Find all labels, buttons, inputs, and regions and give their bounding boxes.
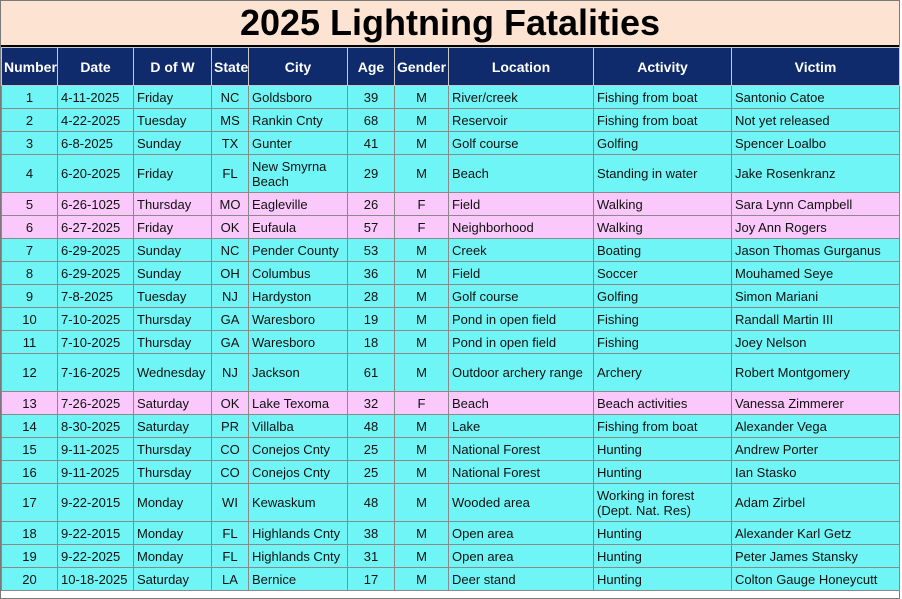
cell-activity: Walking <box>594 216 732 239</box>
cell-gender: M <box>395 132 449 155</box>
cell-age: 68 <box>348 109 395 132</box>
header-number: Number <box>2 48 58 86</box>
cell-city: Kewaskum <box>249 484 348 522</box>
cell-age: 48 <box>348 415 395 438</box>
table-row <box>2 86 900 109</box>
cell-number: 7 <box>2 239 58 262</box>
cell-day-of-week: Sunday <box>134 239 212 262</box>
cell-date: 7-10-2025 <box>58 308 134 331</box>
cell-gender: M <box>395 568 449 591</box>
cell-age: 32 <box>348 392 395 415</box>
cell-city: Gunter <box>249 132 348 155</box>
cell-victim: Not yet released <box>732 109 900 132</box>
cell-location: Field <box>449 262 594 285</box>
cell-location: National Forest <box>449 461 594 484</box>
cell-location: Neighborhood <box>449 216 594 239</box>
cell-number: 3 <box>2 132 58 155</box>
cell-city: Conejos Cnty <box>249 461 348 484</box>
cell-victim: Randall Martin III <box>732 308 900 331</box>
cell-state: TX <box>212 132 249 155</box>
cell-gender: M <box>395 354 449 392</box>
table-title: 2025 Lightning Fatalities <box>1 1 899 47</box>
cell-gender: F <box>395 392 449 415</box>
cell-age: 17 <box>348 568 395 591</box>
cell-location: Field <box>449 193 594 216</box>
cell-victim: Santonio Catoe <box>732 86 900 109</box>
cell-city: Rankin Cnty <box>249 109 348 132</box>
cell-victim: Jason Thomas Gurganus <box>732 239 900 262</box>
cell-age: 25 <box>348 438 395 461</box>
cell-day-of-week: Sunday <box>134 262 212 285</box>
table-row <box>2 132 900 155</box>
header-age: Age <box>348 48 395 86</box>
cell-location: Pond in open field <box>449 308 594 331</box>
cell-state: NC <box>212 86 249 109</box>
table-row <box>2 545 900 568</box>
cell-day-of-week: Thursday <box>134 193 212 216</box>
cell-activity: Walking <box>594 193 732 216</box>
cell-day-of-week: Friday <box>134 216 212 239</box>
cell-number: 6 <box>2 216 58 239</box>
cell-number: 8 <box>2 262 58 285</box>
table-row <box>2 239 900 262</box>
cell-age: 31 <box>348 545 395 568</box>
cell-number: 13 <box>2 392 58 415</box>
cell-age: 57 <box>348 216 395 239</box>
table-row <box>2 438 900 461</box>
table-row <box>2 155 900 193</box>
cell-day-of-week: Tuesday <box>134 109 212 132</box>
cell-age: 18 <box>348 331 395 354</box>
cell-activity: Hunting <box>594 438 732 461</box>
cell-age: 26 <box>348 193 395 216</box>
cell-day-of-week: Saturday <box>134 415 212 438</box>
cell-number: 2 <box>2 109 58 132</box>
cell-state: MO <box>212 193 249 216</box>
cell-state: OK <box>212 392 249 415</box>
cell-victim: Alexander Vega <box>732 415 900 438</box>
cell-gender: M <box>395 155 449 193</box>
table-body <box>2 86 900 591</box>
cell-state: FL <box>212 522 249 545</box>
cell-age: 61 <box>348 354 395 392</box>
cell-activity: Working in forest (Dept. Nat. Res) <box>594 484 732 522</box>
cell-city: Hardyston <box>249 285 348 308</box>
cell-number: 15 <box>2 438 58 461</box>
cell-city: Conejos Cnty <box>249 438 348 461</box>
cell-victim: Jake Rosenkranz <box>732 155 900 193</box>
cell-gender: M <box>395 109 449 132</box>
table-row <box>2 285 900 308</box>
cell-activity: Hunting <box>594 522 732 545</box>
cell-activity: Standing in water <box>594 155 732 193</box>
cell-victim: Vanessa Zimmerer <box>732 392 900 415</box>
cell-date: 6-29-2025 <box>58 239 134 262</box>
header-victim: Victim <box>732 48 900 86</box>
cell-location: Lake <box>449 415 594 438</box>
cell-state: NJ <box>212 285 249 308</box>
cell-age: 53 <box>348 239 395 262</box>
table-row <box>2 354 900 392</box>
fatalities-table <box>1 47 900 591</box>
cell-victim: Mouhamed Seye <box>732 262 900 285</box>
cell-gender: M <box>395 239 449 262</box>
cell-day-of-week: Friday <box>134 155 212 193</box>
cell-date: 9-22-2025 <box>58 545 134 568</box>
cell-victim: Adam Zirbel <box>732 484 900 522</box>
cell-city: Waresboro <box>249 331 348 354</box>
table-row <box>2 262 900 285</box>
cell-number: 14 <box>2 415 58 438</box>
cell-city: Lake Texoma <box>249 392 348 415</box>
header-day-of-week: D of W <box>134 48 212 86</box>
header-row <box>2 48 900 86</box>
cell-day-of-week: Monday <box>134 545 212 568</box>
cell-day-of-week: Thursday <box>134 308 212 331</box>
table-row <box>2 308 900 331</box>
cell-state: MS <box>212 109 249 132</box>
cell-city: Goldsboro <box>249 86 348 109</box>
cell-state: PR <box>212 415 249 438</box>
cell-activity: Fishing from boat <box>594 415 732 438</box>
cell-date: 10-18-2025 <box>58 568 134 591</box>
cell-victim: Alexander Karl Getz <box>732 522 900 545</box>
cell-city: Waresboro <box>249 308 348 331</box>
cell-number: 19 <box>2 545 58 568</box>
cell-location: Deer stand <box>449 568 594 591</box>
cell-number: 18 <box>2 522 58 545</box>
cell-gender: M <box>395 522 449 545</box>
cell-state: GA <box>212 331 249 354</box>
cell-age: 25 <box>348 461 395 484</box>
cell-gender: M <box>395 331 449 354</box>
cell-victim: Robert Montgomery <box>732 354 900 392</box>
cell-activity: Golfing <box>594 132 732 155</box>
cell-activity: Beach activities <box>594 392 732 415</box>
cell-city: Highlands Cnty <box>249 522 348 545</box>
cell-state: CO <box>212 438 249 461</box>
cell-number: 5 <box>2 193 58 216</box>
cell-location: Creek <box>449 239 594 262</box>
cell-location: National Forest <box>449 438 594 461</box>
cell-activity: Boating <box>594 239 732 262</box>
header-gender: Gender <box>395 48 449 86</box>
cell-number: 9 <box>2 285 58 308</box>
cell-location: Golf course <box>449 285 594 308</box>
header-activity: Activity <box>594 48 732 86</box>
cell-day-of-week: Saturday <box>134 392 212 415</box>
header-date: Date <box>58 48 134 86</box>
cell-number: 1 <box>2 86 58 109</box>
cell-victim: Joey Nelson <box>732 331 900 354</box>
cell-day-of-week: Sunday <box>134 132 212 155</box>
cell-day-of-week: Friday <box>134 86 212 109</box>
cell-victim: Simon Mariani <box>732 285 900 308</box>
cell-gender: F <box>395 216 449 239</box>
cell-number: 10 <box>2 308 58 331</box>
cell-age: 48 <box>348 484 395 522</box>
cell-day-of-week: Wednesday <box>134 354 212 392</box>
cell-date: 6-27-2025 <box>58 216 134 239</box>
cell-activity: Fishing from boat <box>594 109 732 132</box>
cell-state: LA <box>212 568 249 591</box>
cell-city: Eagleville <box>249 193 348 216</box>
cell-city: Pender County <box>249 239 348 262</box>
cell-day-of-week: Saturday <box>134 568 212 591</box>
cell-gender: M <box>395 461 449 484</box>
cell-gender: M <box>395 285 449 308</box>
cell-gender: M <box>395 484 449 522</box>
cell-number: 20 <box>2 568 58 591</box>
cell-gender: M <box>395 438 449 461</box>
cell-age: 19 <box>348 308 395 331</box>
cell-age: 41 <box>348 132 395 155</box>
cell-date: 9-11-2025 <box>58 438 134 461</box>
cell-gender: F <box>395 193 449 216</box>
table-row <box>2 461 900 484</box>
cell-age: 28 <box>348 285 395 308</box>
cell-date: 6-29-2025 <box>58 262 134 285</box>
cell-state: NC <box>212 239 249 262</box>
cell-victim: Spencer Loalbo <box>732 132 900 155</box>
table-row <box>2 109 900 132</box>
header-city: City <box>249 48 348 86</box>
cell-age: 38 <box>348 522 395 545</box>
table-row <box>2 331 900 354</box>
cell-day-of-week: Monday <box>134 522 212 545</box>
cell-city: Highlands Cnty <box>249 545 348 568</box>
cell-activity: Fishing from boat <box>594 86 732 109</box>
cell-location: Open area <box>449 545 594 568</box>
cell-activity: Fishing <box>594 308 732 331</box>
table-row <box>2 484 900 522</box>
cell-state: OK <box>212 216 249 239</box>
cell-location: Reservoir <box>449 109 594 132</box>
cell-location: Wooded area <box>449 484 594 522</box>
cell-day-of-week: Thursday <box>134 331 212 354</box>
cell-day-of-week: Monday <box>134 484 212 522</box>
table-row <box>2 522 900 545</box>
table-row <box>2 392 900 415</box>
cell-victim: Andrew Porter <box>732 438 900 461</box>
cell-activity: Soccer <box>594 262 732 285</box>
cell-gender: M <box>395 308 449 331</box>
table-row <box>2 216 900 239</box>
cell-location: Open area <box>449 522 594 545</box>
cell-activity: Fishing <box>594 331 732 354</box>
cell-state: WI <box>212 484 249 522</box>
cell-activity: Golfing <box>594 285 732 308</box>
cell-state: GA <box>212 308 249 331</box>
cell-gender: M <box>395 545 449 568</box>
cell-age: 29 <box>348 155 395 193</box>
cell-state: NJ <box>212 354 249 392</box>
cell-victim: Sara Lynn Campbell <box>732 193 900 216</box>
cell-state: FL <box>212 545 249 568</box>
cell-gender: M <box>395 415 449 438</box>
cell-date: 9-22-2015 <box>58 522 134 545</box>
cell-city: Bernice <box>249 568 348 591</box>
cell-day-of-week: Thursday <box>134 438 212 461</box>
cell-date: 6-8-2025 <box>58 132 134 155</box>
cell-date: 7-8-2025 <box>58 285 134 308</box>
cell-activity: Hunting <box>594 461 732 484</box>
cell-location: Beach <box>449 392 594 415</box>
cell-city: Columbus <box>249 262 348 285</box>
cell-activity: Hunting <box>594 545 732 568</box>
table-row <box>2 415 900 438</box>
cell-location: Beach <box>449 155 594 193</box>
cell-state: FL <box>212 155 249 193</box>
cell-city: Villalba <box>249 415 348 438</box>
cell-day-of-week: Tuesday <box>134 285 212 308</box>
cell-city: Jackson <box>249 354 348 392</box>
cell-activity: Hunting <box>594 568 732 591</box>
cell-number: 11 <box>2 331 58 354</box>
cell-activity: Archery <box>594 354 732 392</box>
cell-state: CO <box>212 461 249 484</box>
cell-date: 9-22-2015 <box>58 484 134 522</box>
header-state: State <box>212 48 249 86</box>
table-row <box>2 568 900 591</box>
cell-location: Pond in open field <box>449 331 594 354</box>
cell-day-of-week: Thursday <box>134 461 212 484</box>
cell-victim: Colton Gauge Honeycutt <box>732 568 900 591</box>
cell-date: 7-16-2025 <box>58 354 134 392</box>
cell-gender: M <box>395 262 449 285</box>
cell-location: Golf course <box>449 132 594 155</box>
cell-state: OH <box>212 262 249 285</box>
cell-city: Eufaula <box>249 216 348 239</box>
cell-date: 9-11-2025 <box>58 461 134 484</box>
cell-date: 4-11-2025 <box>58 86 134 109</box>
cell-date: 6-20-2025 <box>58 155 134 193</box>
cell-date: 7-10-2025 <box>58 331 134 354</box>
cell-city: New Smyrna Beach <box>249 155 348 193</box>
cell-victim: Peter James Stansky <box>732 545 900 568</box>
cell-gender: M <box>395 86 449 109</box>
cell-location: River/creek <box>449 86 594 109</box>
cell-age: 39 <box>348 86 395 109</box>
cell-number: 16 <box>2 461 58 484</box>
cell-number: 17 <box>2 484 58 522</box>
cell-date: 8-30-2025 <box>58 415 134 438</box>
cell-victim: Joy Ann Rogers <box>732 216 900 239</box>
cell-number: 12 <box>2 354 58 392</box>
cell-date: 6-26-1025 <box>58 193 134 216</box>
table-row <box>2 193 900 216</box>
cell-number: 4 <box>2 155 58 193</box>
cell-date: 4-22-2025 <box>58 109 134 132</box>
cell-location: Outdoor archery range <box>449 354 594 392</box>
cell-age: 36 <box>348 262 395 285</box>
cell-date: 7-26-2025 <box>58 392 134 415</box>
cell-victim: Ian Stasko <box>732 461 900 484</box>
header-location: Location <box>449 48 594 86</box>
